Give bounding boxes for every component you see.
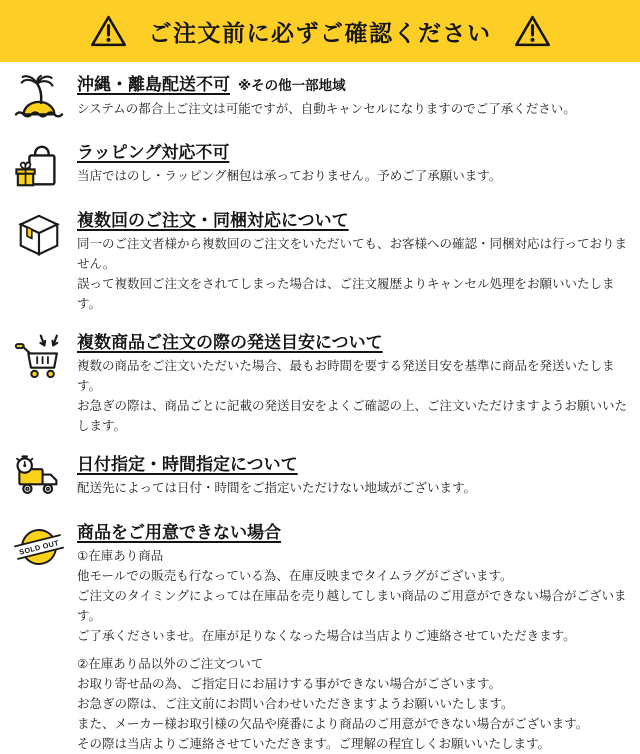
shopping-cart-icon [13, 331, 65, 436]
section-no-wrapping [13, 141, 634, 192]
island-palm-icon [13, 73, 65, 124]
section-heading: 複数回のご注文・同梱対応について [77, 211, 349, 230]
section-body-line: お取り寄せ品の為、ご指定日にお届けする事ができない場合がございます。 [77, 677, 502, 691]
section-body-line: 他モールでの販売も行なっている為、在庫反映までタイムラグがございます。 [77, 569, 513, 583]
section-body-line: 当店ではのし・ラッピング梱包は承っておりません。予めご了承願います。 [77, 169, 502, 183]
section-body-line: ①在庫あり商品 [77, 549, 164, 563]
section-body-line: 配送先によっては日付・時間をご指定いただけない地域がございます。 [77, 481, 477, 495]
notice-sections [0, 62, 640, 754]
gift-bag-icon [13, 141, 65, 192]
banner-title: ご注文前に必ずご確認ください [148, 19, 492, 46]
section-body-line: その際は当店よりご連絡させていただきます。ご理解の程宜しくお願いいたします。 [77, 737, 551, 751]
section-heading: 複数商品ご注文の際の発送目安について [77, 333, 383, 352]
section-body-line: 同一のご注文者様から複数回のご注文をいただいても、お客様への確認・同梱対応は行っておりません。 [77, 237, 628, 271]
heading-note: ※その他一部地域 [238, 78, 346, 93]
section-shipping-estimate [13, 331, 634, 436]
section-heading: 日付指定・時間指定について [77, 455, 298, 474]
section-out-of-stock [13, 521, 634, 754]
package-box-icon [13, 209, 65, 314]
section-heading: 商品をご用意できない場合 [77, 523, 281, 542]
warning-triangle-icon [514, 14, 551, 48]
section-body-line: ご注文のタイミングによっては在庫品を売り越してしまい商品のご用意ができない場合がございます。 [77, 589, 627, 623]
section-okinawa-shipping [13, 73, 634, 124]
section-multiple-orders [13, 209, 634, 314]
backorder-items-note [77, 654, 634, 754]
sold-out-stamp-icon [13, 521, 65, 754]
section-body-line: 誤って複数回ご注文をされてしまった場合は、ご注文履歴よりキャンセル処理をお願いいたします。 [77, 277, 615, 311]
section-body-line: お急ぎの際は、ご注文前にお問い合わせいただきますようお願いいたします。 [77, 697, 514, 711]
sold-out-label: SOLD OUT [18, 538, 60, 557]
warning-triangle-icon [90, 14, 127, 48]
section-body-line: ご了承くださいませ。在庫が足りなくなった場合は当店よりご連絡させていただきます。 [77, 629, 576, 643]
in-stock-items-note [77, 546, 634, 646]
section-body-line: お急ぎの際は、商品ごとに記載の発送目安をよくご確認の上、ご注文いただけますようお願いいたします。 [77, 399, 628, 433]
section-date-time [13, 453, 634, 504]
section-body-line: ②在庫あり品以外のご注文ついて [77, 657, 264, 671]
section-body-line: システムの都合上ご注文は可能ですが、自動キャンセルになりますのでご了承ください。 [77, 102, 576, 116]
confirm-before-order-banner [0, 0, 640, 62]
truck-clock-icon [13, 453, 65, 504]
section-heading: 沖縄・離島配送不可 ※その他一部地域 [77, 75, 346, 94]
section-body-line: 複数の商品をご注文いただいた場合、最もお時間を要する発送目安を基準に商品を発送いたします。 [77, 359, 615, 393]
section-body-line: また、メーカー様お取引様の欠品や廃番により商品のご用意ができない場合がございます。 [77, 717, 589, 731]
section-heading: ラッピング対応不可 [77, 143, 230, 162]
